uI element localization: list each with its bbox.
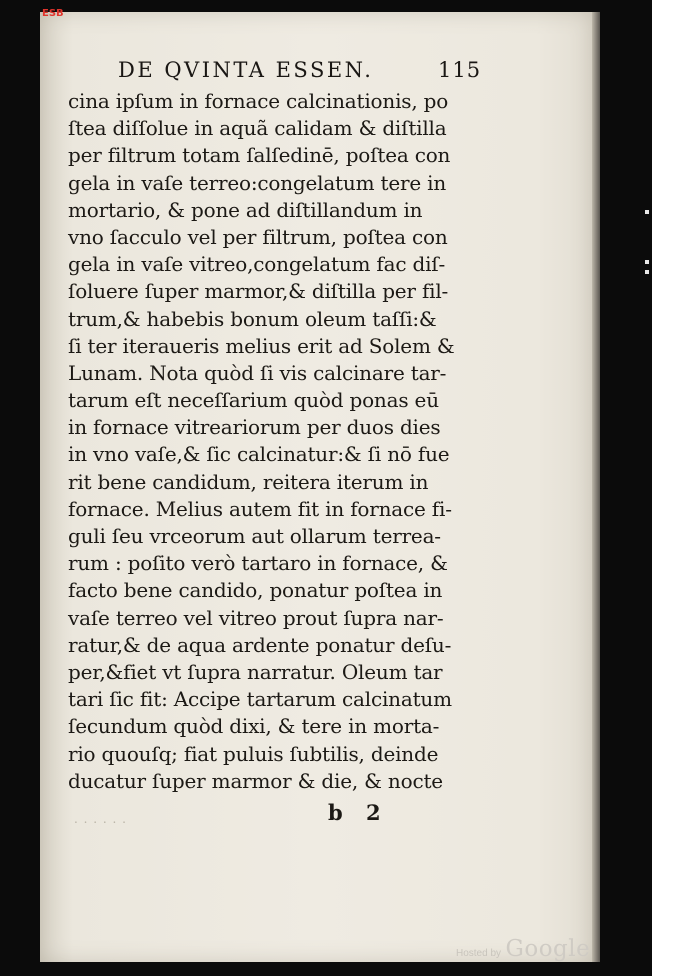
text-line: ducatur ſuper marmor & die, & nocte — [68, 768, 443, 793]
signature-mark: b 2 — [328, 800, 389, 825]
text-line: facto bene candido, ponatur poſtea in — [68, 578, 443, 603]
text-line: gela in vaſe terreo:congelatum tere in — [68, 170, 447, 195]
google-logo: Google — [505, 936, 591, 962]
text-line: ſtea diſſolue in aquã calidam & diſtilla — [68, 116, 447, 141]
text-line: trum,& habebis bonum oleum taſſi:& — [68, 306, 437, 331]
watermark-small-text: Hosted by — [456, 948, 502, 959]
text-line: fornace. Melius autem fit in fornace fi- — [68, 496, 452, 521]
edge-mark — [645, 260, 649, 264]
text-line: per filtrum totam ſalſedinē, poſtea con — [68, 143, 451, 168]
text-line: rit bene candidum, reitera iterum in — [68, 469, 429, 494]
text-line: ſoluere ſuper marmor,& diſtilla per fil- — [68, 279, 449, 304]
page-edge — [592, 12, 600, 962]
folio-number: 115 — [438, 58, 482, 82]
text-line: in fornace vitreariorum per duos dies — [68, 415, 441, 440]
hosted-by-watermark — [456, 936, 590, 962]
text-line: in vno vaſe,& ſic calcinatur:& ſi nō fue — [68, 442, 450, 467]
text-line: ſi ter iteraueris melius erit ad Solem & — [68, 333, 455, 358]
body-text — [68, 88, 488, 795]
text-line: vno ſacculo vel per filtrum, poſtea con — [68, 224, 448, 249]
header-title: DE QVINTA ESSEN. — [118, 58, 374, 82]
text-line: vaſe terreo vel vitreo prout ſupra nar- — [68, 605, 444, 630]
text-line: Lunam. Nota quòd ſi vis calcinare tar- — [68, 360, 447, 385]
text-line: per,&fiet vt ſupra narratur. Oleum tar — [68, 659, 443, 684]
text-line: tarum eſt neceſſarium quòd ponas eū — [68, 388, 439, 413]
text-line: guli ſeu vrceorum aut ollarum terrea- — [68, 524, 441, 548]
running-header — [118, 58, 482, 90]
library-stamp: ESB — [42, 8, 64, 19]
text-line: rum : poſito verò tartaro in fornace, & — [68, 551, 448, 576]
text-line: gela in vaſe vitreo,congelatum fac diſ- — [68, 252, 446, 277]
text-line: rio quouſq; fiat puluis ſubtilis, deinde — [68, 741, 439, 766]
text-line: cina ipſum in fornace calcinationis, po — [68, 89, 449, 113]
faint-bleed-through: . . . . . . — [74, 812, 127, 826]
text-line: mortario, & pone ad diſtillandum in — [68, 197, 423, 222]
edge-mark — [645, 210, 649, 214]
text-line: tari ſic fit: Accipe tartarum calcinatum — [68, 687, 452, 712]
edge-mark — [645, 270, 649, 274]
text-line: ratur,& de aqua ardente ponatur deſu- — [68, 632, 452, 657]
text-line: ſecundum quòd dixi, & tere in morta- — [68, 714, 440, 739]
